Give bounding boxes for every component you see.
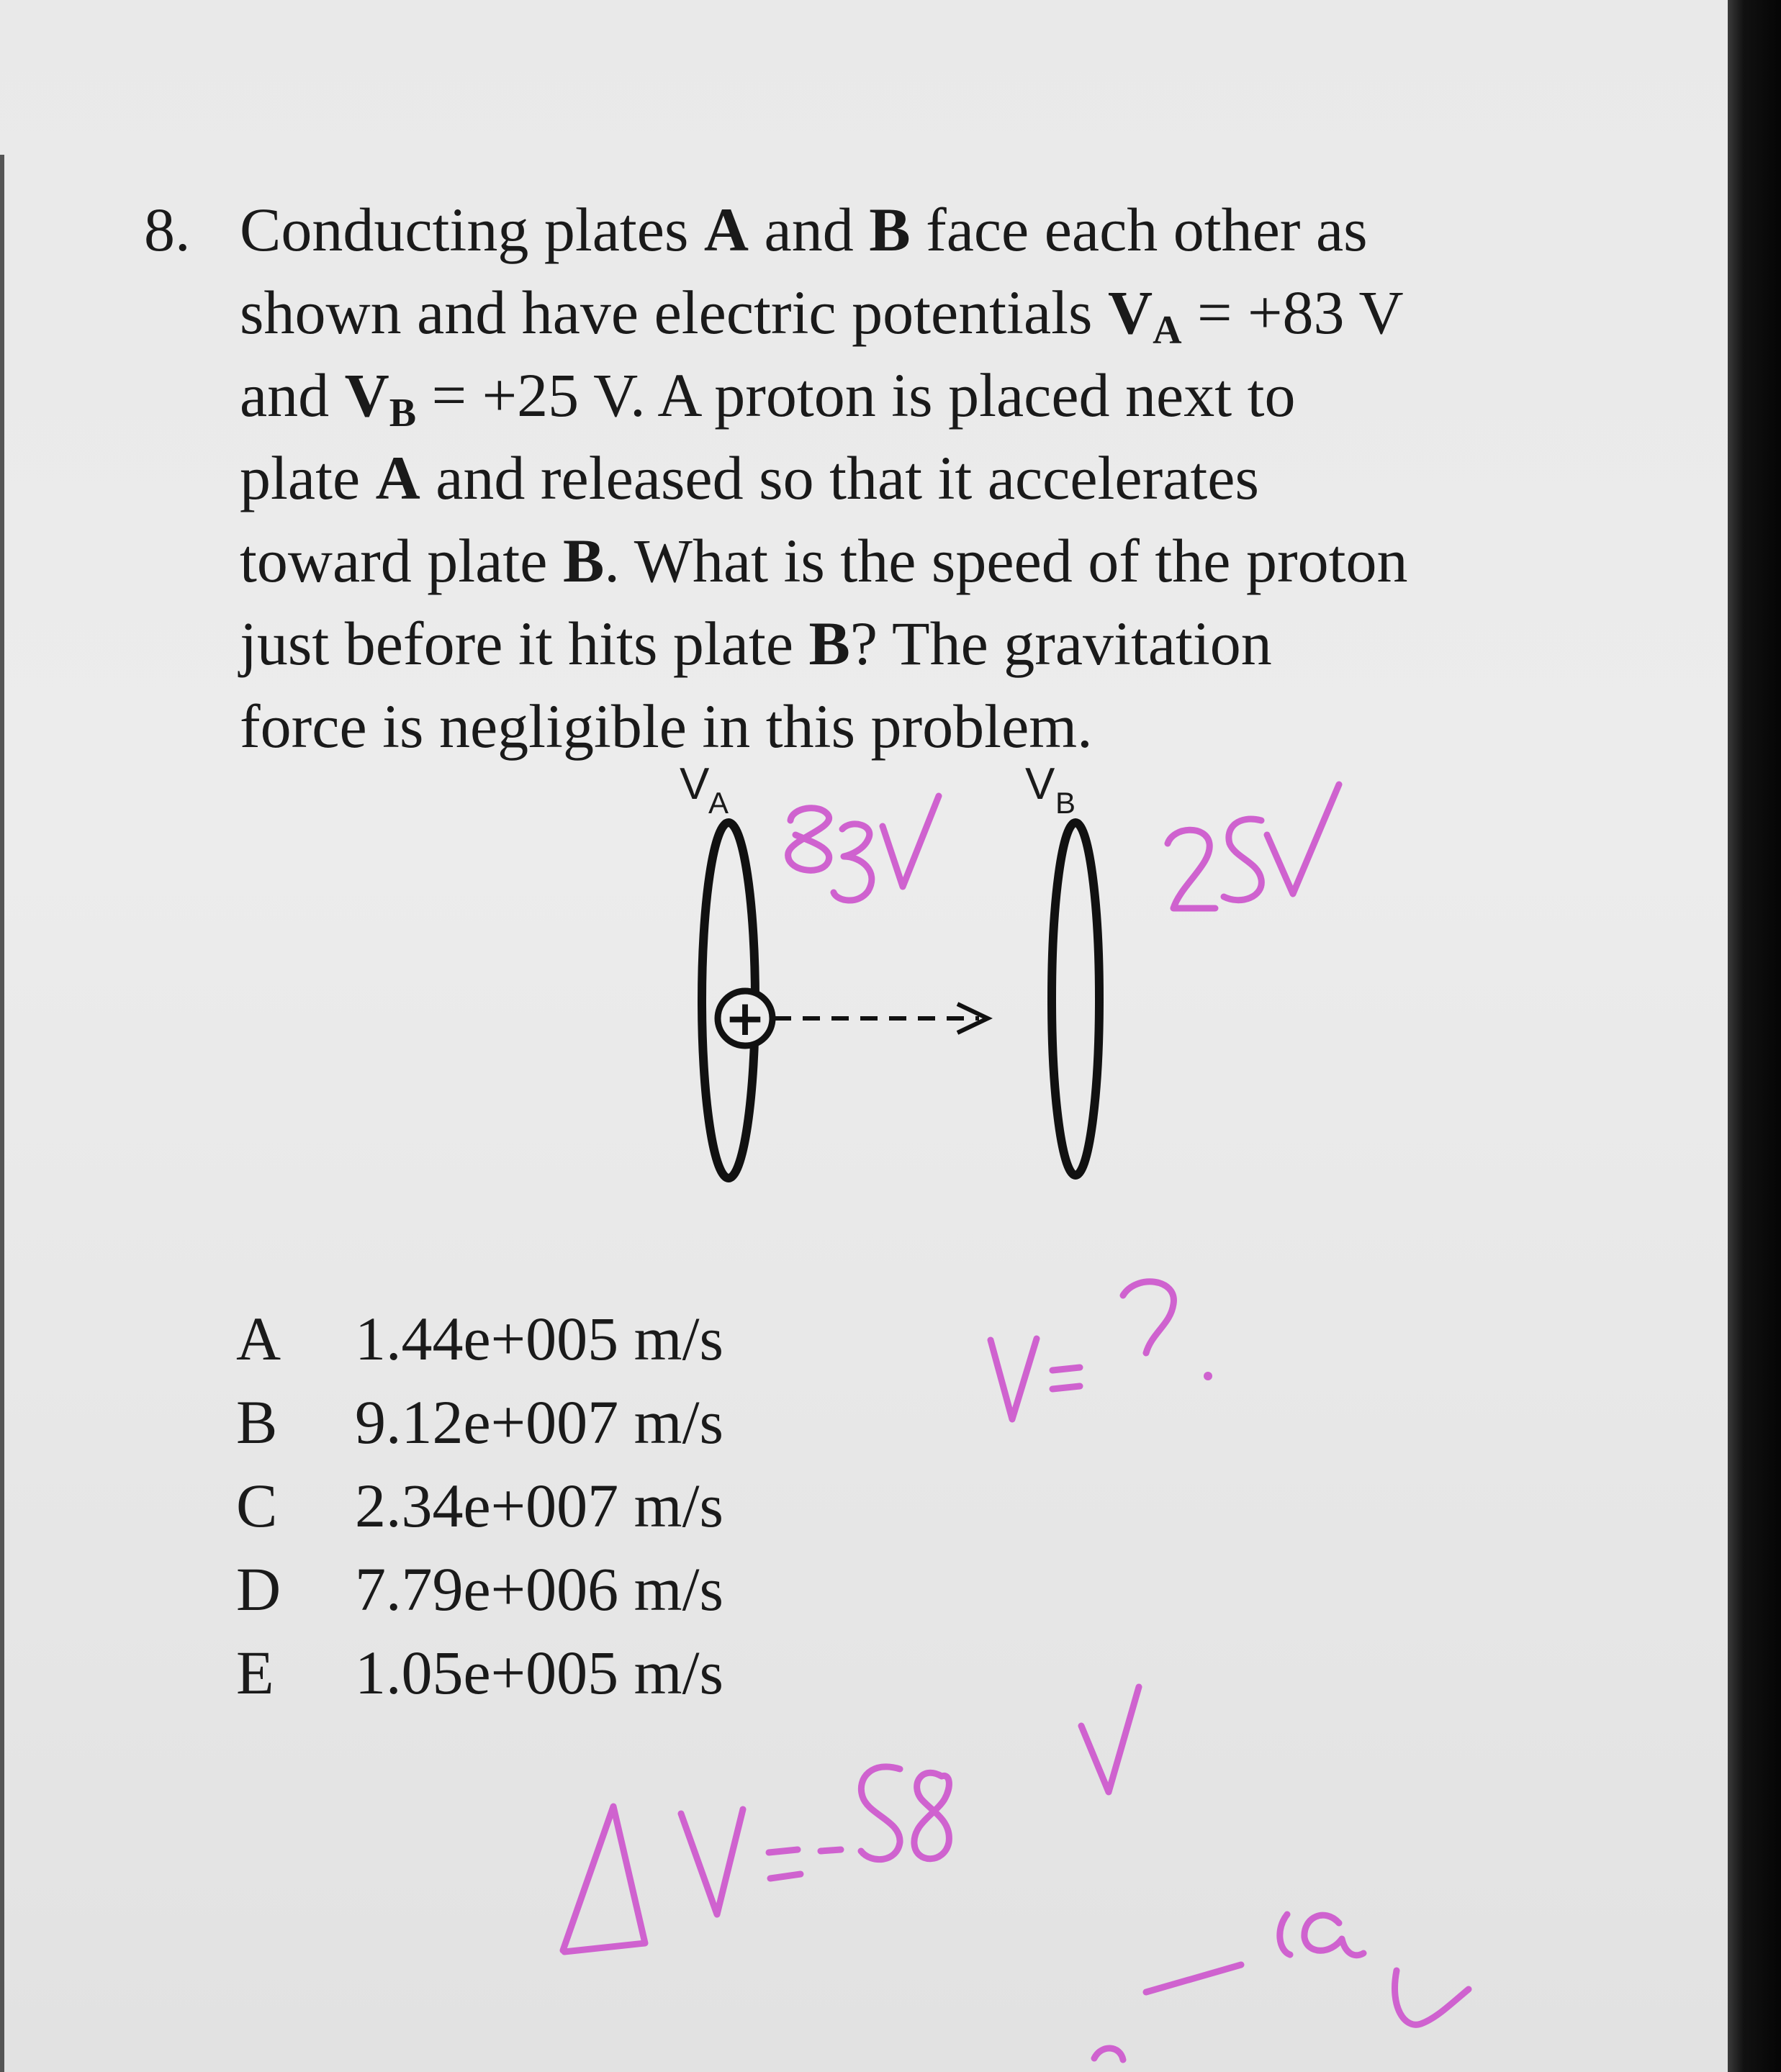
monitor-bezel <box>1728 0 1781 2072</box>
choice-value: 2.34e+007 m/s <box>355 1471 723 1540</box>
choice-value: 9.12e+007 m/s <box>355 1388 723 1457</box>
label-va-main: V <box>680 759 710 809</box>
label-va <box>680 759 729 820</box>
choice-letter: D <box>236 1555 281 1624</box>
proton <box>718 990 772 1047</box>
label-vb-main: V <box>1025 759 1055 809</box>
choice-letter: E <box>236 1638 274 1707</box>
plates-diagram <box>0 748 1728 1223</box>
choice-letter: C <box>236 1471 278 1540</box>
choice-value: 1.05e+005 m/s <box>355 1638 723 1707</box>
choice-value: 1.44e+005 m/s <box>355 1304 723 1373</box>
choice-letter: B <box>236 1388 278 1457</box>
label-vb-sub: B <box>1055 786 1076 820</box>
choice-value: 7.79e+006 m/s <box>355 1555 723 1624</box>
plate-b <box>1052 823 1099 1175</box>
proton-symbol: + <box>724 990 766 1047</box>
choice-letter: A <box>236 1304 281 1373</box>
question-number: 8. <box>144 195 191 264</box>
question-text: Conducting plates A and B face each other as shown and have electric potentials $V_A = +83$ V and $V_B = +25$ V. A proton is placed next to plate A and released so that it accelerates toward plate B. What is the speed of the proton just before it hits plate B? The gravitation force is negligible in this problem. <box>240 195 1408 761</box>
arrow-dashed <box>774 1004 988 1033</box>
label-va-sub: A <box>708 786 729 820</box>
label-vb <box>1025 759 1076 820</box>
